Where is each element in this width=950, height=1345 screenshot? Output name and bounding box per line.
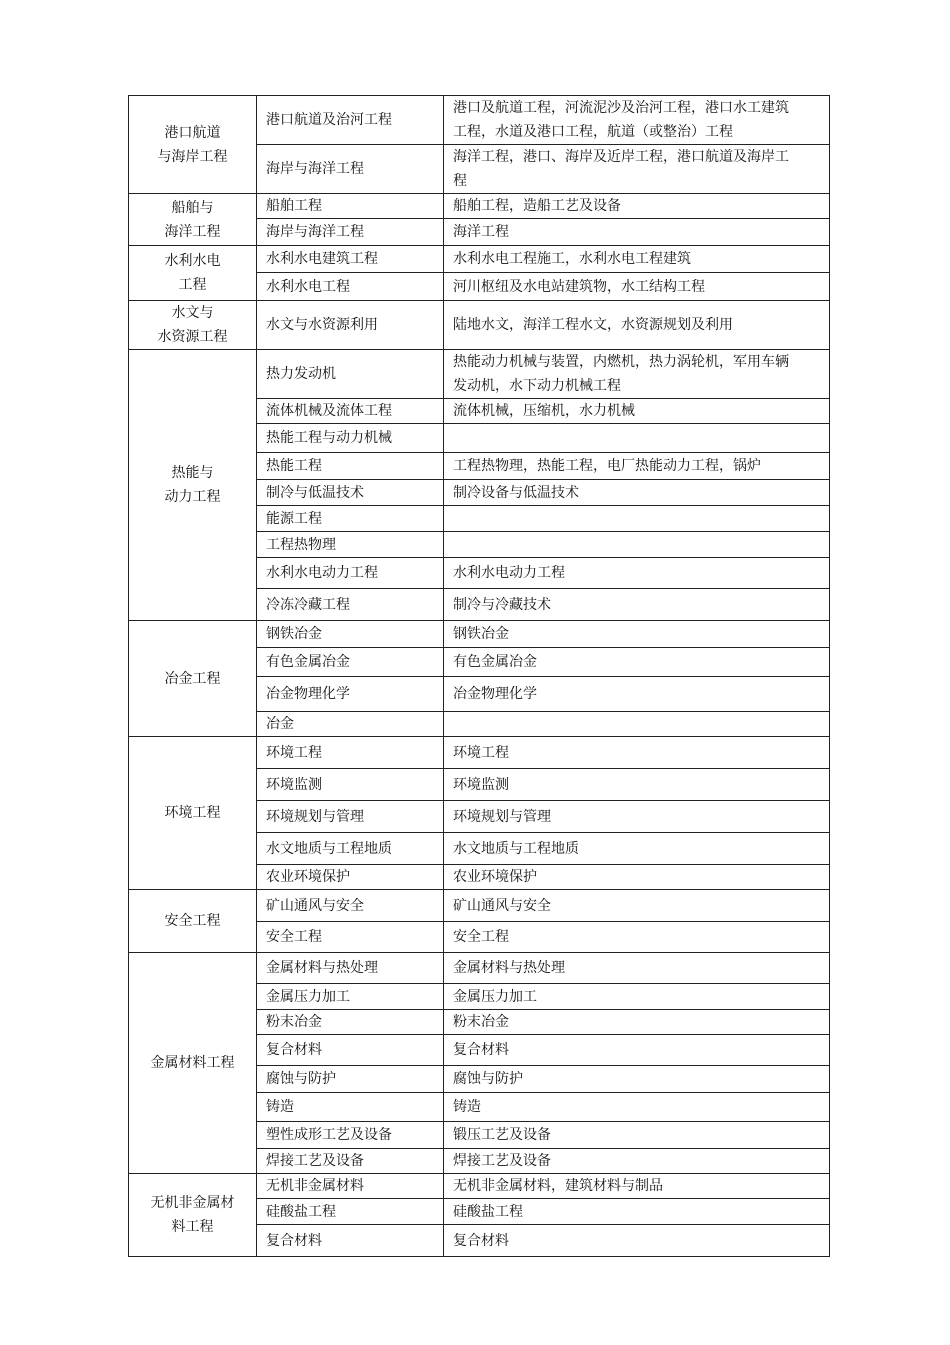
major-cell: 水文与水资源利用 [257,301,444,350]
table-row [129,350,830,399]
major-cell: 热能工程 [257,453,444,480]
table-row [129,96,830,145]
old-major-cell: 硅酸盐工程 [444,1199,830,1225]
major-cell: 无机非金属材料 [257,1174,444,1199]
major-cell: 流体机械及流体工程 [257,399,444,424]
old-major-cell: 水利水电工程施工，水利水电工程建筑 [444,246,830,273]
major-cell: 环境监测 [257,769,444,801]
table-body [129,96,830,1257]
major-cell: 钢铁冶金 [257,621,444,648]
category-cell: 水文与 水资源工程 [129,301,257,350]
major-cell: 水利水电工程 [257,273,444,301]
old-major-cell: 安全工程 [444,922,830,953]
table-row [129,890,830,922]
old-major-cell: 铸造 [444,1093,830,1122]
category-cell: 热能与 动力工程 [129,350,257,621]
old-major-cell [444,506,830,532]
old-major-cell: 金属材料与热处理 [444,953,830,984]
major-cell: 海岸与海洋工程 [257,145,444,194]
old-major-cell: 有色金属冶金 [444,648,830,677]
category-cell: 环境工程 [129,737,257,890]
table-row [129,737,830,769]
old-major-cell: 粉末冶金 [444,1010,830,1035]
major-cell: 水利水电动力工程 [257,558,444,589]
category-cell: 无机非金属材 料工程 [129,1174,257,1257]
table-row [129,194,830,219]
old-major-cell: 复合材料 [444,1225,830,1257]
major-cell: 水利水电建筑工程 [257,246,444,273]
major-cell: 矿山通风与安全 [257,890,444,922]
old-major-cell: 环境工程 [444,737,830,769]
major-cell: 硅酸盐工程 [257,1199,444,1225]
old-major-cell: 复合材料 [444,1035,830,1066]
major-cell: 金属压力加工 [257,984,444,1010]
old-major-cell: 冶金物理化学 [444,677,830,712]
major-cell: 环境规划与管理 [257,801,444,833]
old-major-cell [444,532,830,558]
old-major-cell: 港口及航道工程，河流泥沙及治河工程，港口水工建筑工程，水道及港口工程，航道（或整治）工程 [444,96,830,145]
major-cell: 水文地质与工程地质 [257,833,444,865]
major-cell: 有色金属冶金 [257,648,444,677]
major-cell: 塑性成形工艺及设备 [257,1122,444,1149]
old-major-cell: 锻压工艺及设备 [444,1122,830,1149]
major-cell: 焊接工艺及设备 [257,1149,444,1174]
old-major-cell: 金属压力加工 [444,984,830,1010]
old-major-cell: 工程热物理，热能工程，电厂热能动力工程，锅炉 [444,453,830,480]
old-major-cell: 腐蚀与防护 [444,1066,830,1093]
major-cell: 安全工程 [257,922,444,953]
major-cell: 海岸与海洋工程 [257,219,444,246]
old-major-cell: 无机非金属材料，建筑材料与制品 [444,1174,830,1199]
table-row [129,953,830,984]
old-major-cell: 海洋工程，港口、海岸及近岸工程，港口航道及海岸工程 [444,145,830,194]
major-cell: 腐蚀与防护 [257,1066,444,1093]
category-cell: 冶金工程 [129,621,257,737]
major-cell: 港口航道及治河工程 [257,96,444,145]
old-major-cell: 制冷与冷藏技术 [444,589,830,621]
major-cell: 粉末冶金 [257,1010,444,1035]
old-major-cell: 钢铁冶金 [444,621,830,648]
category-cell: 金属材料工程 [129,953,257,1174]
category-cell: 港口航道 与海岸工程 [129,96,257,194]
major-cell: 复合材料 [257,1035,444,1066]
major-cell: 制冷与低温技术 [257,480,444,506]
major-catalog-table [128,95,830,1257]
table-row [129,301,830,350]
old-major-cell: 船舶工程，造船工艺及设备 [444,194,830,219]
major-cell: 冷冻冷藏工程 [257,589,444,621]
table-row [129,621,830,648]
old-major-cell: 热能动力机械与装置，内燃机，热力涡轮机，军用车辆发动机，水下动力机械工程 [444,350,830,399]
major-cell: 复合材料 [257,1225,444,1257]
major-cell: 能源工程 [257,506,444,532]
old-major-cell: 流体机械，压缩机，水力机械 [444,399,830,424]
old-major-cell: 焊接工艺及设备 [444,1149,830,1174]
old-major-cell: 海洋工程 [444,219,830,246]
old-major-cell [444,712,830,737]
old-major-cell: 环境规划与管理 [444,801,830,833]
major-cell: 环境工程 [257,737,444,769]
table-row [129,1174,830,1199]
old-major-cell: 环境监测 [444,769,830,801]
major-cell: 船舶工程 [257,194,444,219]
category-cell: 安全工程 [129,890,257,953]
old-major-cell: 水文地质与工程地质 [444,833,830,865]
old-major-cell [444,424,830,453]
major-cell: 冶金 [257,712,444,737]
old-major-cell: 矿山通风与安全 [444,890,830,922]
old-major-cell: 水利水电动力工程 [444,558,830,589]
old-major-cell: 制冷设备与低温技术 [444,480,830,506]
old-major-cell: 陆地水文，海洋工程水文，水资源规划及利用 [444,301,830,350]
old-major-cell: 农业环境保护 [444,865,830,890]
major-cell: 冶金物理化学 [257,677,444,712]
major-cell: 热力发动机 [257,350,444,399]
major-cell: 金属材料与热处理 [257,953,444,984]
major-cell: 工程热物理 [257,532,444,558]
major-cell: 热能工程与动力机械 [257,424,444,453]
major-cell: 农业环境保护 [257,865,444,890]
table-row [129,246,830,273]
category-cell: 船舶与 海洋工程 [129,194,257,246]
major-cell: 铸造 [257,1093,444,1122]
old-major-cell: 河川枢纽及水电站建筑物，水工结构工程 [444,273,830,301]
category-cell: 水利水电 工程 [129,246,257,301]
